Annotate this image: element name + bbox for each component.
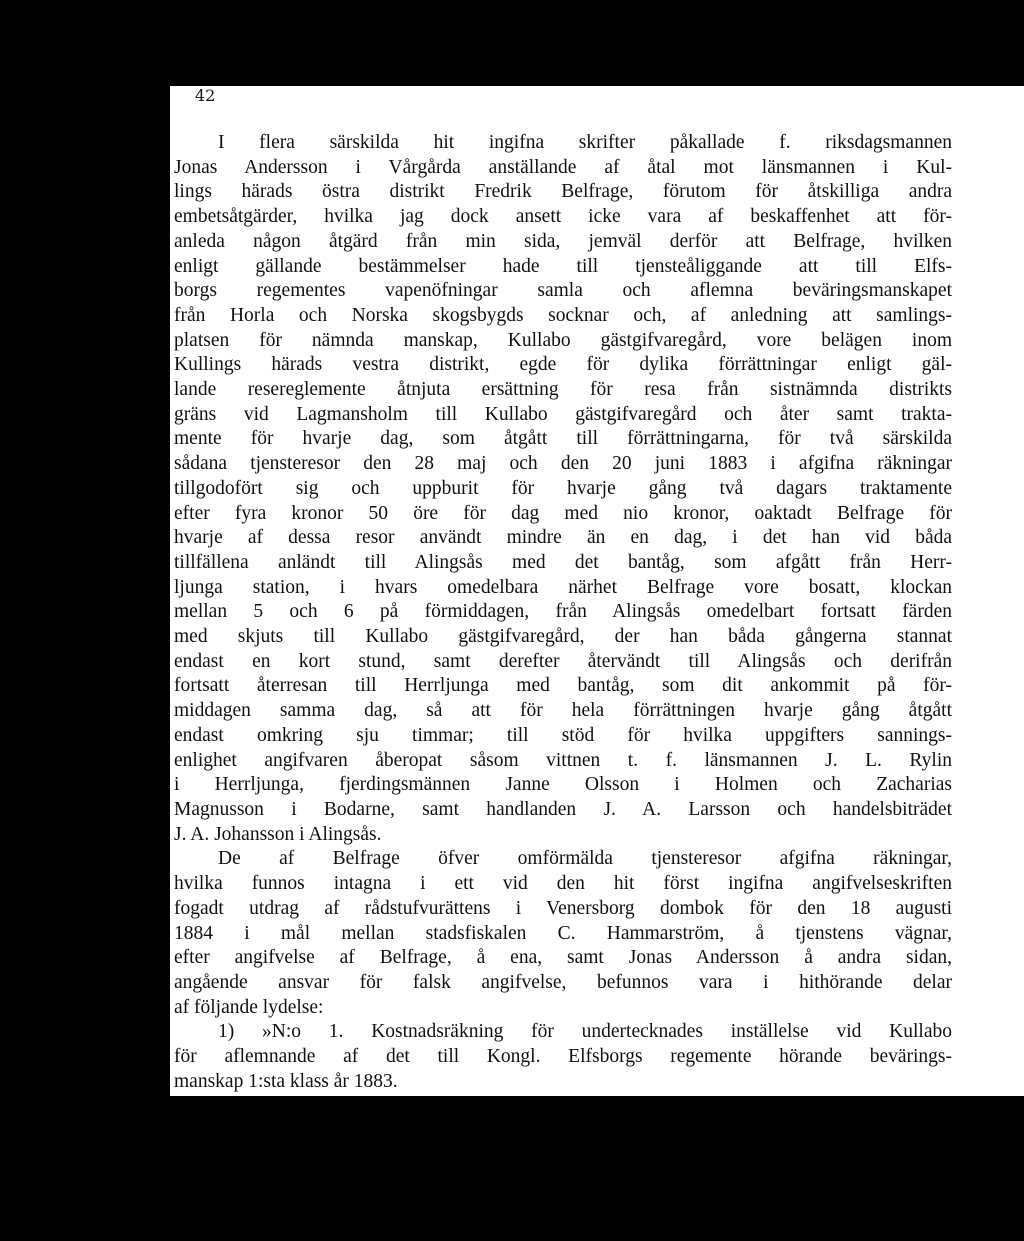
- text-line: från Horla och Norska skogsbygds socknar och, af anledning att samlings-: [174, 304, 952, 326]
- text-line: platsen för nämnda manskap, Kullabo gästgifvaregård, vore belägen inom: [174, 329, 952, 351]
- text-line: sådana tjensteresor den 28 maj och den 20 juni 1883 i afgifna räkningar: [174, 453, 952, 475]
- text-line: mellan 5 och 6 på förmiddagen, från Alingsås omedelbart fortsatt färden: [174, 601, 952, 623]
- text-line: borgs regementes vapenöfningar samla och aflemna beväringsmanskapet: [174, 280, 952, 302]
- text-line: endast en kort stund, samt derefter återvändt till Alingsås och derifrån: [174, 650, 952, 672]
- text-line: endast omkring sju timmar; till stöd för hvilka uppgifters sannings-: [174, 724, 952, 746]
- text-line: Kullings härads vestra distrikt, egde för dylika förrättningar enligt gäl-: [174, 354, 952, 376]
- text-line: I flera särskilda hit ingifna skrifter påkallade f. riksdagsmannen: [218, 132, 952, 153]
- text-line: angående ansvar för falsk angifvelse, befunnos vara i hithörande delar: [174, 971, 952, 993]
- text-line: af följande lydelse:: [174, 996, 324, 1018]
- text-line: gräns vid Lagmansholm till Kullabo gästgifvaregård och åter samt trakta-: [174, 403, 952, 425]
- text-line: hvarje af dessa resor användt mindre än en dag, i det han vid båda: [174, 527, 952, 549]
- text-line: med skjuts till Kullabo gästgifvaregård, der han båda gångerna stannat: [174, 626, 952, 648]
- text-line: tillfällena anländt till Alingsås med det bantåg, som afgått från Herr-: [174, 551, 952, 573]
- text-line: efter fyra kronor 50 öre för dag med nio kronor, oaktadt Belfrage för: [174, 502, 952, 524]
- text-line: i Herrljunga, fjerdingsmännen Janne Olsson i Holmen och Zacharias: [174, 774, 952, 796]
- text-line: lande resereglemente åtnjuta ersättning för resa från sistnämnda distrikts: [174, 379, 952, 401]
- text-line: embetsåtgärder, hvilka jag dock ansett icke vara af beskaffenhet att för-: [174, 206, 952, 228]
- text-line: hvilka funnos intagna i ett vid den hit först ingifna angifvelseskriften: [174, 873, 952, 895]
- document-page: [170, 86, 1024, 1096]
- text-line: De af Belfrage öfver omförmälda tjensteresor afgifna räkningar,: [218, 848, 952, 870]
- text-line: J. A. Johansson i Alingsås.: [174, 823, 382, 845]
- text-line: 1) »N:o 1. Kostnadsräkning för undertecknades inställelse vid Kullabo: [218, 1021, 952, 1043]
- text-line: lings härads östra distrikt Fredrik Belfrage, förutom för åtskilliga andra: [174, 181, 952, 203]
- text-line: 1884 i mål mellan stadsfiskalen C. Hammarström, å tjenstens vägnar,: [174, 922, 952, 944]
- text-line: mente för hvarje dag, som åtgått till förrättningarna, för två särskilda: [174, 428, 952, 450]
- text-line: enligt gällande bestämmelser hade till tjensteåliggande att till Elfs-: [174, 255, 952, 277]
- text-line: tillgodofört sig och uppburit för hvarje gång två dagars traktamente: [174, 477, 952, 499]
- text-line: för aflemnande af det till Kongl. Elfsborgs regemente hörande bevärings-: [174, 1046, 952, 1068]
- text-line: fortsatt återresan till Herrljunga med bantåg, som dit ankommit på för-: [174, 675, 952, 697]
- text-line: Magnusson i Bodarne, samt handlanden J. A. Larsson och handelsbiträdet: [174, 798, 952, 820]
- text-line: anleda någon åtgärd från min sida, jemväl derför att Belfrage, hvilken: [174, 230, 952, 252]
- page-number: 42: [195, 86, 216, 105]
- text-line: fogadt utdrag af rådstufvurättens i Venersborg dombok för den 18 augusti: [174, 897, 952, 919]
- text-line: middagen samma dag, så att för hela förrättningen hvarje gång åtgått: [174, 700, 952, 722]
- text-line: efter angifvelse af Belfrage, å ena, samt Jonas Andersson å andra sidan,: [174, 947, 952, 969]
- body-text: [174, 131, 952, 1094]
- text-line: ljunga station, i hvars omedelbara närhet Belfrage vore bosatt, klockan: [174, 576, 952, 598]
- text-line: enlighet angifvaren åberopat såsom vittnen t. f. länsmannen J. L. Rylin: [174, 749, 952, 771]
- text-line: Jonas Andersson i Vårgårda anställande af åtal mot länsmannen i Kul-: [174, 156, 952, 178]
- text-line: manskap 1:sta klass år 1883.: [174, 1070, 398, 1092]
